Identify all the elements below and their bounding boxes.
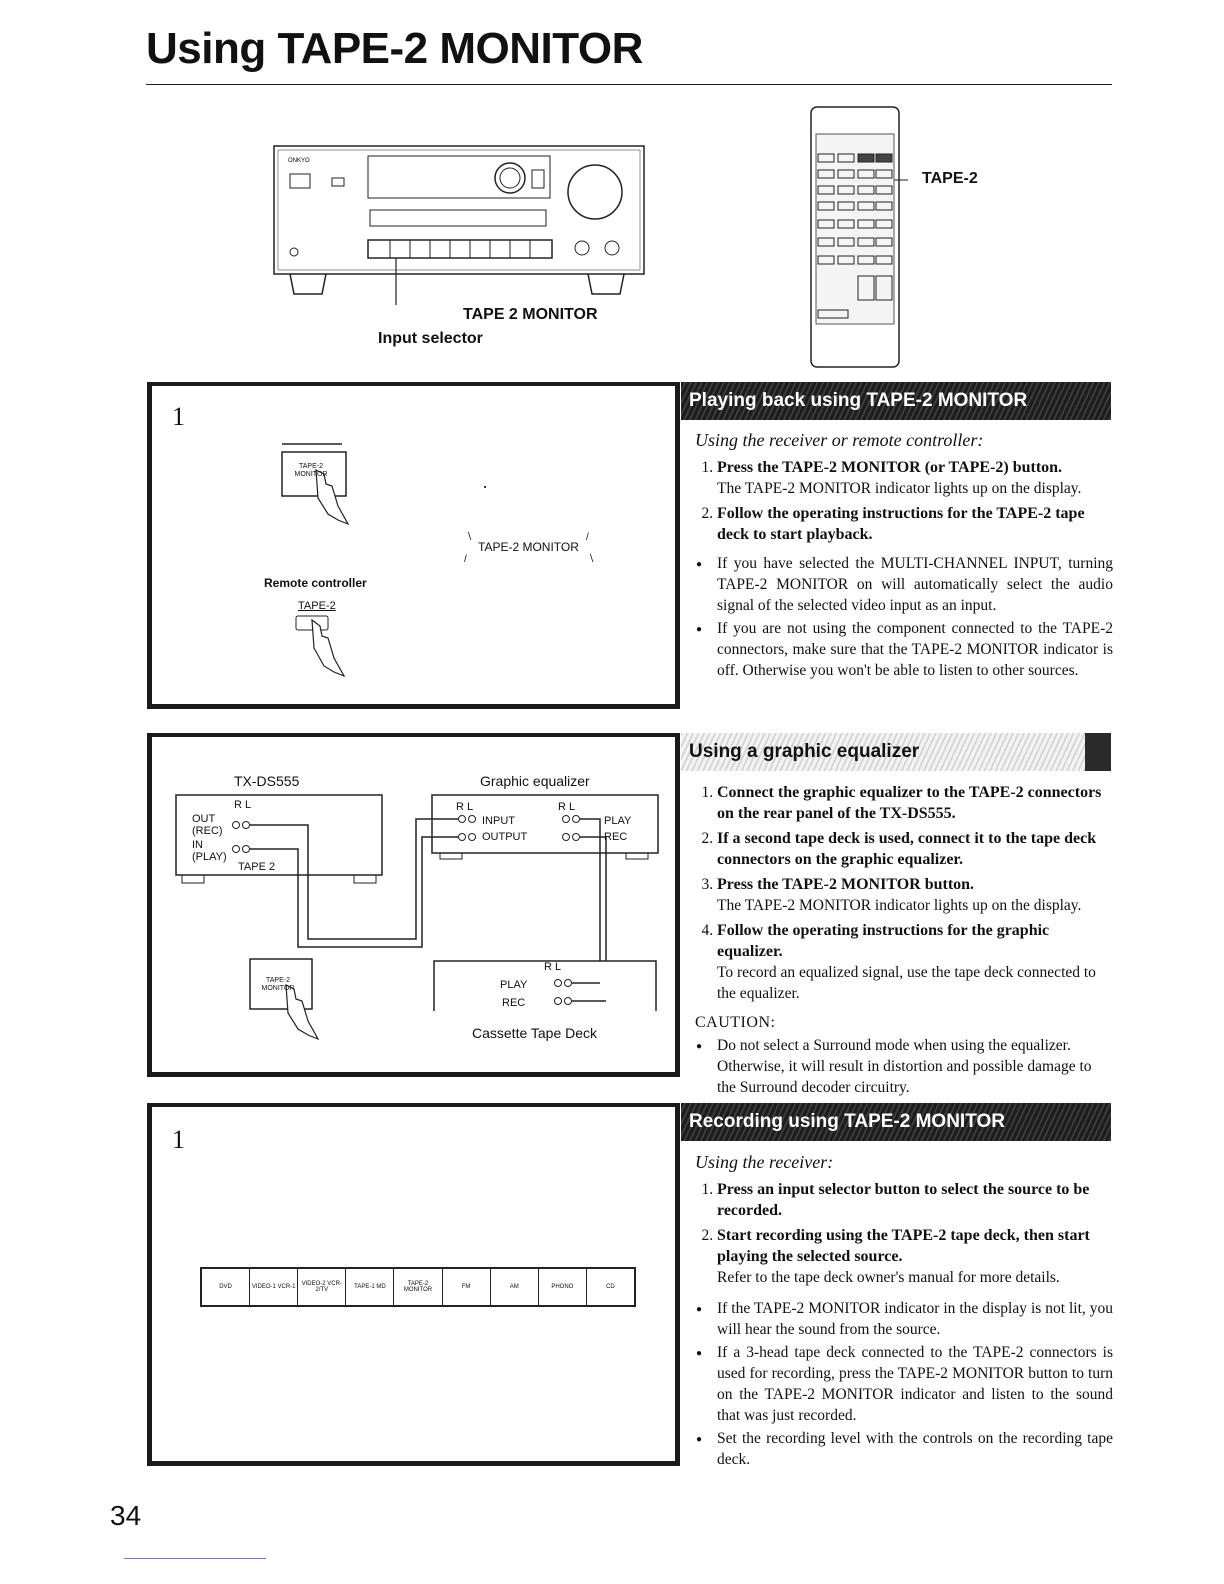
- recording-note-1: ● If the TAPE-2 MONITOR indicator in the display is not lit, you will hear the sound from the source.: [717, 1298, 1113, 1340]
- caution-title: CAUTION:: [695, 1014, 776, 1031]
- eq-play-label: PLAY: [604, 815, 632, 827]
- playback-note-2: ● If you are not using the component connected to the TAPE-2 connectors, make sure that the TAPE-2 MONITOR indicator is off. Otherwise you won't be able to listen to other sources.: [717, 618, 1113, 681]
- recording-section: [695, 1152, 1113, 1472]
- indicator-ray: ∖: [466, 532, 473, 543]
- recording-note-2: ● If a 3-head tape deck connected to the TAPE-2 connectors is used for recording, press the TAPE-2 MONITOR button to turn on the TAPE-2 MONITOR indicator and listen to the sound that was just recorded.: [717, 1342, 1113, 1426]
- dot-mark: ·: [482, 476, 488, 496]
- selector-button-video1[interactable]: VIDEO-1 VCR-1: [250, 1269, 298, 1305]
- tape2-monitor-indicator: TAPE-2 MONITOR: [478, 540, 579, 554]
- equalizer-step-2: 2. If a second tape deck is used, connect it to the tape deck connectors on the graphic equalizer.: [717, 828, 1113, 870]
- input-selector-strip: [200, 1267, 636, 1307]
- eq-output-label: OUTPUT: [482, 831, 528, 843]
- selector-button-phono[interactable]: PHONO: [539, 1269, 587, 1305]
- equalizer-step-3: 3. Press the TAPE-2 MONITOR button. The TAPE-2 MONITOR indicator lights up on the display.: [717, 874, 1113, 916]
- panel-playback: [147, 382, 680, 709]
- caution-text: ● Do not select a Surround mode when using the equalizer. Otherwise, it will result in distortion and possible damage to the Surround decoder circuitry.: [717, 1035, 1113, 1098]
- out-rec-label: OUT (REC): [192, 813, 223, 837]
- recording-step-2: 2. Start recording using the TAPE-2 tape deck, then start playing the selected source. Refer to the tape deck owner's manual for more details.: [717, 1225, 1113, 1288]
- section-header-equalizer: Using a graphic equalizer: [681, 733, 1111, 771]
- playback-note-1: ● If you have selected the MULTI-CHANNEL INPUT, turning TAPE-2 MONITOR on will automatically select the audio signal of the selected video input as an input.: [717, 553, 1113, 616]
- remote-tape2-button-press: [292, 614, 372, 688]
- in-play-label: IN (PLAY): [192, 839, 227, 863]
- title-rule: [146, 84, 1112, 85]
- remote-tape2-button-label: TAPE-2: [298, 600, 336, 612]
- footer-rule: [124, 1558, 266, 1559]
- indicator-ray: /: [464, 554, 467, 565]
- playback-step-2: 2. Follow the operating instructions for the TAPE-2 tape deck to start playback.: [717, 503, 1113, 545]
- playback-subtitle: Using the receiver or remote controller:: [695, 430, 984, 450]
- graphic-equalizer-label: Graphic equalizer: [480, 773, 590, 789]
- deck-rl-label: R L: [544, 961, 562, 973]
- eq-rl-right-label: R L: [558, 801, 576, 813]
- recording-note-3: ● Set the recording level with the controls on the recording tape deck.: [717, 1428, 1113, 1470]
- tape2-monitor-button-label: TAPE-2 MONITOR: [261, 977, 295, 992]
- equalizer-step-1: 1. Connect the graphic equalizer to the TAPE-2 connectors on the rear panel of the TX-DS555.: [717, 782, 1113, 824]
- receiver-rl-label: R L: [234, 799, 252, 811]
- tape2-monitor-callout: TAPE 2 MONITOR: [463, 306, 598, 323]
- selector-button-video2[interactable]: VIDEO-2 VCR-2/TV: [298, 1269, 346, 1305]
- receiver-model-label: TX-DS555: [234, 773, 300, 789]
- step-number: 1: [172, 1125, 185, 1154]
- input-selector-callout: Input selector: [378, 330, 483, 347]
- selector-button-am[interactable]: AM: [491, 1269, 539, 1305]
- recording-step-1: 1. Press an input selector button to select the source to be recorded.: [717, 1179, 1113, 1221]
- eq-rl-left-label: R L: [456, 801, 474, 813]
- remote-controller-illustration: [808, 104, 908, 370]
- panel-equalizer: [147, 733, 680, 1077]
- eq-input-label: INPUT: [482, 815, 515, 827]
- page-number: 34: [110, 1500, 142, 1531]
- panel-recording: [147, 1103, 680, 1466]
- step-number: 1: [172, 402, 185, 431]
- tape2-monitor-button-press: [278, 440, 378, 532]
- selector-button-dvd[interactable]: DVD: [202, 1269, 250, 1305]
- cassette-deck-label: Cassette Tape Deck: [472, 1025, 598, 1041]
- svg-text:ONKYO: ONKYO: [288, 158, 310, 164]
- page-title: Using TAPE-2 MONITOR: [146, 24, 643, 73]
- section-header-playback: Playing back using TAPE-2 MONITOR: [681, 382, 1111, 420]
- indicator-ray: ∖: [588, 554, 595, 565]
- playback-section: [695, 430, 1113, 683]
- remote-controller-caption: Remote controller: [264, 576, 367, 590]
- recording-subtitle: Using the receiver:: [695, 1152, 834, 1172]
- equalizer-section: [695, 782, 1113, 1100]
- receiver-illustration: [270, 140, 650, 305]
- selector-button-tape1[interactable]: TAPE-1 MD: [346, 1269, 394, 1305]
- section-header-recording: Recording using TAPE-2 MONITOR: [681, 1103, 1111, 1141]
- selector-button-cd[interactable]: CD: [606, 1284, 615, 1290]
- playback-step-1: 1. Press the TAPE-2 MONITOR (or TAPE-2) button. The TAPE-2 MONITOR indicator lights up on the display.: [717, 457, 1113, 499]
- tape2-monitor-button-label: TAPE-2 MONITOR: [294, 463, 328, 478]
- indicator-ray: /: [586, 532, 589, 543]
- deck-play-label: PLAY: [500, 979, 528, 991]
- selector-button-tape2-monitor[interactable]: TAPE-2 MONITOR: [394, 1269, 442, 1305]
- remote-tape2-callout: TAPE-2: [922, 170, 978, 187]
- equalizer-step-4: 4. Follow the operating instructions for the graphic equalizer. To record an equalized signal, use the tape deck connected to the equalizer.: [717, 920, 1113, 1004]
- tape2-connector-label: TAPE 2: [238, 861, 276, 873]
- eq-rec-label: REC: [604, 831, 628, 843]
- tape2-monitor-button-press: [246, 955, 346, 1055]
- deck-rec-label: REC: [502, 997, 526, 1009]
- selector-button-fm[interactable]: FM: [443, 1269, 491, 1305]
